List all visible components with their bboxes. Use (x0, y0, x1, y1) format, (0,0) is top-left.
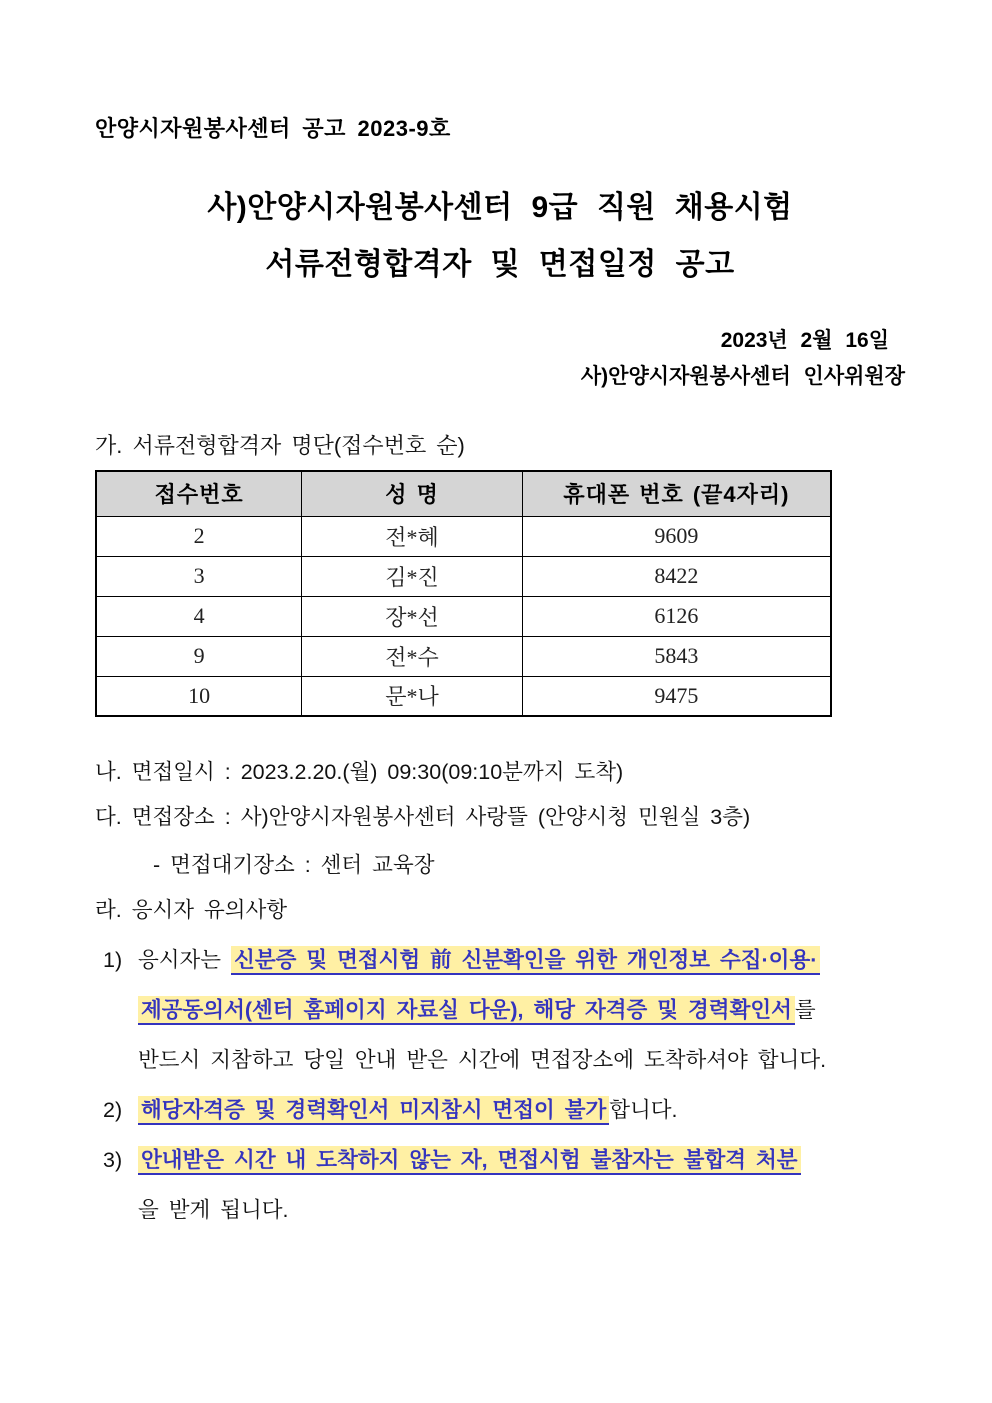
table-cell: 5843 (522, 636, 831, 676)
table-cell: 2 (96, 516, 302, 556)
table-cell: 문*나 (302, 676, 523, 716)
item-1-line-3-text: 반드시 지참하고 당일 안내 받은 시간에 면접장소에 도착하셔야 합니다. (138, 1048, 827, 1072)
table-row (96, 596, 831, 636)
table-cell: 김*진 (302, 556, 523, 596)
notice-item-1-line-1 (95, 945, 905, 975)
item-3-highlight: 안내받은 시간 내 도착하지 않는 자, 면접시험 불참자는 불합격 처분 (138, 1146, 801, 1175)
section-d-heading: 라. 응시자 유의사항 (95, 898, 288, 922)
section-a-heading: 가. 서류전형합격자 명단(접수번호 순) (95, 433, 465, 458)
title-line-1: 사)안양시자원봉사센터 9급 직원 채용시험 (207, 191, 793, 224)
item-1-highlight-1: 신분증 및 면접시험 前 신분확인을 위한 개인정보 수집·이용· (231, 946, 820, 975)
table-cell: 4 (96, 596, 302, 636)
table-cell: 9609 (522, 516, 831, 556)
notice-item-1-line-2 (95, 995, 905, 1025)
item-3-number: 3) (103, 1148, 123, 1172)
item-1-number: 1) (103, 948, 123, 972)
date-block (95, 323, 905, 395)
table-cell: 10 (96, 676, 302, 716)
pass-list-table (95, 470, 832, 717)
table-cell: 장*선 (302, 596, 523, 636)
table-cell: 전*혜 (302, 516, 523, 556)
table-row (96, 676, 831, 716)
notice-item-2-line (95, 1095, 905, 1125)
notice-list (95, 945, 905, 1225)
section-c-line: 다. 면접장소 : 사)안양시자원봉사센터 사랑뜰 (안양시청 민원실 3층) (95, 805, 751, 829)
table-row (96, 516, 831, 556)
item-1-lead-text: 응시자는 (138, 948, 232, 972)
title-line-2: 서류전형합격자 및 면접일정 공고 (265, 248, 735, 281)
notice-item-3-line-2 (95, 1195, 905, 1225)
issuer-name: 사)안양시자원봉사센터 인사위원장 (580, 365, 905, 388)
announcement-date: 2023년 2월 16일 (720, 329, 889, 352)
table-cell: 전*수 (302, 636, 523, 676)
item-2-tail-text: 합니다. (609, 1098, 678, 1122)
section-c-sub-line: - 면접대기장소 : 센터 교육장 (153, 853, 435, 877)
notice-item-1-line-3 (95, 1045, 905, 1075)
section-b-line: 나. 면접일시 : 2023.2.20.(월) 09:30(09:10분까지 도착) (95, 760, 624, 784)
pass-list-body (96, 516, 831, 716)
item-1-highlight-2: 제공동의서(센터 홈페이지 자료실 다운), 해당 자격증 및 경력확인서 (138, 996, 795, 1025)
item-2-number: 2) (103, 1098, 123, 1122)
notice-number: 안양시자원봉사센터 공고 2023-9호 (95, 116, 451, 141)
table-row (96, 556, 831, 596)
document-title (95, 179, 905, 293)
col-header-reception-no: 접수번호 (96, 471, 302, 516)
item-1-tail-text: 를 (794, 998, 816, 1022)
table-cell: 8422 (522, 556, 831, 596)
table-cell: 6126 (522, 596, 831, 636)
table-cell: 3 (96, 556, 302, 596)
item-2-highlight: 해당자격증 및 경력확인서 미지참시 면접이 불가 (138, 1096, 609, 1125)
table-row (96, 636, 831, 676)
table-header-row (96, 471, 831, 516)
col-header-phone: 휴대폰 번호 (끝4자리) (522, 471, 831, 516)
table-cell: 9475 (522, 676, 831, 716)
table-cell: 9 (96, 636, 302, 676)
notice-item-3-line-1 (95, 1145, 905, 1175)
item-3-line-2-text: 을 받게 됩니다. (138, 1198, 289, 1222)
col-header-name: 성 명 (302, 471, 523, 516)
